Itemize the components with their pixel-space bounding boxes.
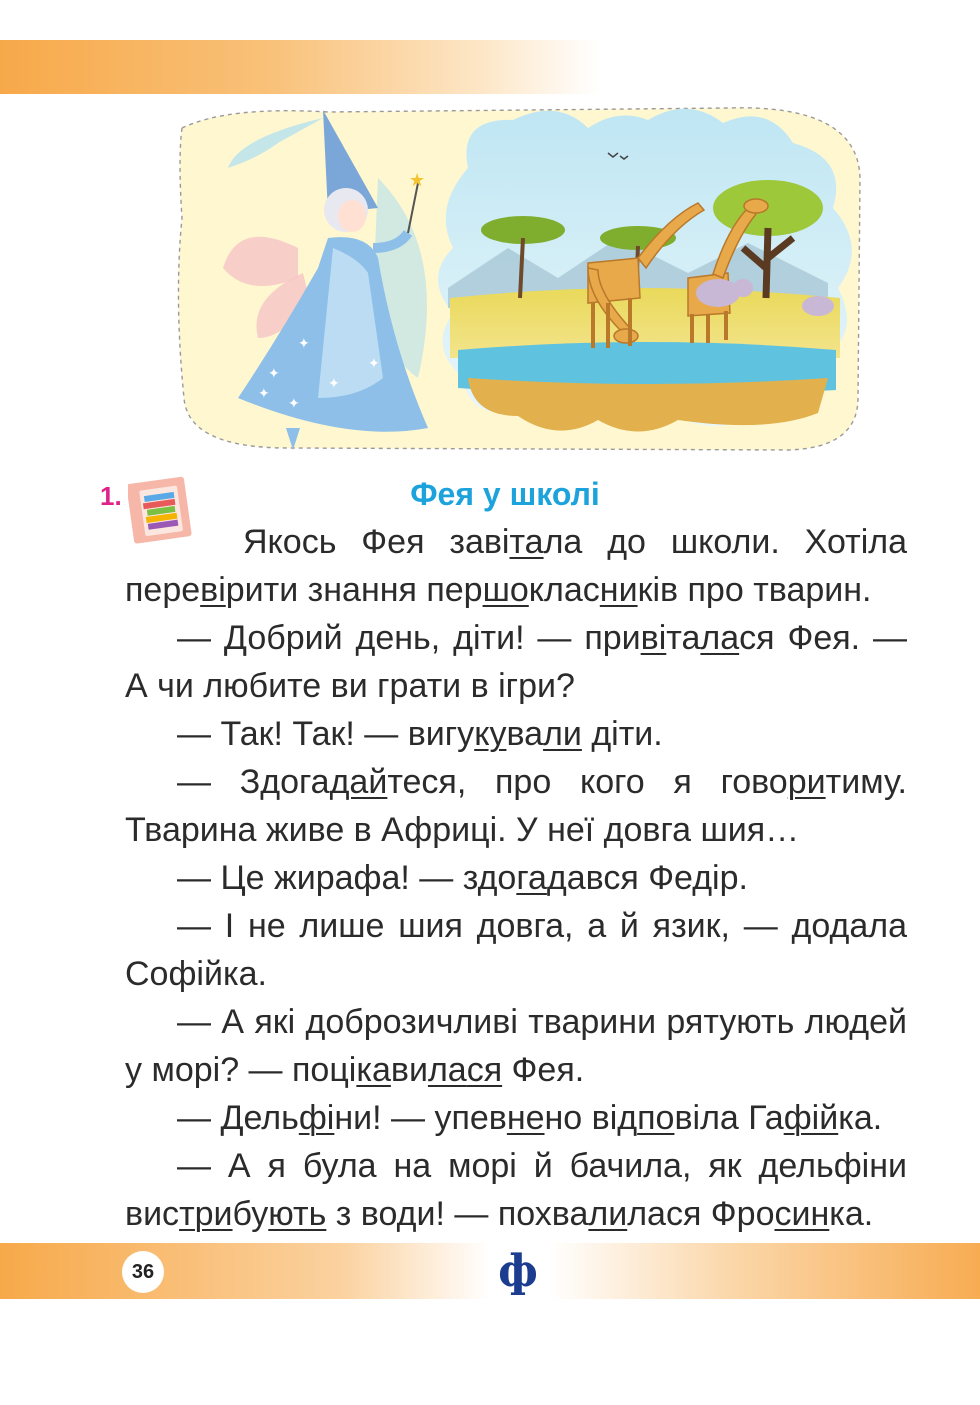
text-fragment: тиму. Тварина живе в Африці. У неї довга шия… [125,763,907,849]
text-fragment: ла до школи. Хотіла пере [125,523,908,609]
underlined-syllable: по [637,1099,675,1137]
underlined-syllable: ни [599,571,638,609]
underlined-syllable: фій [783,1099,839,1137]
story-paragraph [125,998,907,1094]
page-number: 36 [122,1251,164,1293]
svg-text:✦: ✦ [328,376,340,392]
text-fragment: теся, про кого я гово [387,763,788,801]
svg-text:✦: ✦ [258,386,270,402]
underlined-syllable: ку [474,715,507,753]
text-fragment: ків про тварин. [637,571,872,609]
text-fragment: ка. [838,1099,883,1137]
story-text [125,518,907,1238]
text-fragment: ся Фея. — А чи любите ви грати в ігри? [125,619,907,705]
story-paragraph [125,614,907,710]
text-fragment: — Здога [177,763,330,801]
savanna-illustration [438,109,852,432]
story-paragraph [125,710,907,758]
story-paragraph [125,1142,907,1238]
underlined-syllable: три [179,1195,233,1233]
text-fragment: рити знання пер [225,571,483,609]
text-fragment: лася Фро [627,1195,775,1233]
story-paragraph [125,854,907,902]
text-fragment: та [666,619,701,657]
underlined-syllable: фі [298,1099,335,1137]
underlined-syllable: га [516,859,547,897]
underlined-syllable: ри [787,763,826,801]
story-paragraph [125,758,907,854]
svg-text:✦: ✦ [298,336,310,352]
text-fragment: ни! — упев [334,1099,507,1137]
underlined-syllable: син [774,1195,830,1233]
top-decor-band [0,40,600,94]
text-fragment: ка. [829,1195,874,1233]
text-fragment: — Це жирафа! — здо [177,859,517,897]
text-fragment: з води! — похва [326,1195,589,1233]
text-fragment: — Дель [177,1099,299,1137]
underlined-syllable: ла [427,1051,467,1089]
text-fragment: віла Га [674,1099,784,1137]
underlined-syllable: дай [329,763,388,801]
story-title: Фея у школі [410,476,600,512]
story-paragraph [125,1094,907,1142]
text-fragment: ви [390,1051,428,1089]
underlined-syllable: ють [268,1195,327,1233]
text-fragment: діти. [581,715,663,753]
svg-text:✦: ✦ [268,366,280,382]
underlined-syllable: не [506,1099,545,1137]
text-fragment: клас [528,571,600,609]
underlined-syllable: ка [356,1051,391,1089]
svg-text:✦: ✦ [288,396,300,412]
underlined-syllable: шо [482,571,529,609]
task-number: 1. [100,481,122,511]
text-fragment: Фея. [502,1051,585,1089]
text-fragment: — Добрий день, діти! — при [177,619,641,657]
underlined-syllable: ла [700,619,740,657]
text-fragment: бу [232,1195,269,1233]
underlined-syllable: ли [588,1195,628,1233]
underlined-syllable: та [509,523,544,561]
text-fragment: — А я була на морі й бачила, як дельфіни вис [125,1147,907,1233]
underlined-syllable: ві [640,619,667,657]
text-fragment: Якось Фея заві [243,523,510,561]
story-illustration [168,98,868,460]
text-fragment: — І не лише шия довга, а й язик, — додала Софійка. [125,907,907,993]
story-paragraph [125,902,907,998]
text-fragment: но від [544,1099,638,1137]
text-fragment: дався Федір. [546,859,748,897]
text-fragment: — А які доброзичливі тварини рятують людей у морі? — поці [125,1003,907,1089]
publisher-logo-icon: ф [498,1246,538,1297]
svg-text:✦: ✦ [368,356,380,372]
text-fragment: ва [506,715,544,753]
underlined-syllable: ли [543,715,582,753]
story-paragraph [125,518,907,614]
underlined-syllable: ся [466,1051,503,1089]
text-fragment: — Так! Так! — вигу [177,715,475,753]
svg-text:★: ★ [409,170,426,191]
underlined-syllable: ві [200,571,226,609]
